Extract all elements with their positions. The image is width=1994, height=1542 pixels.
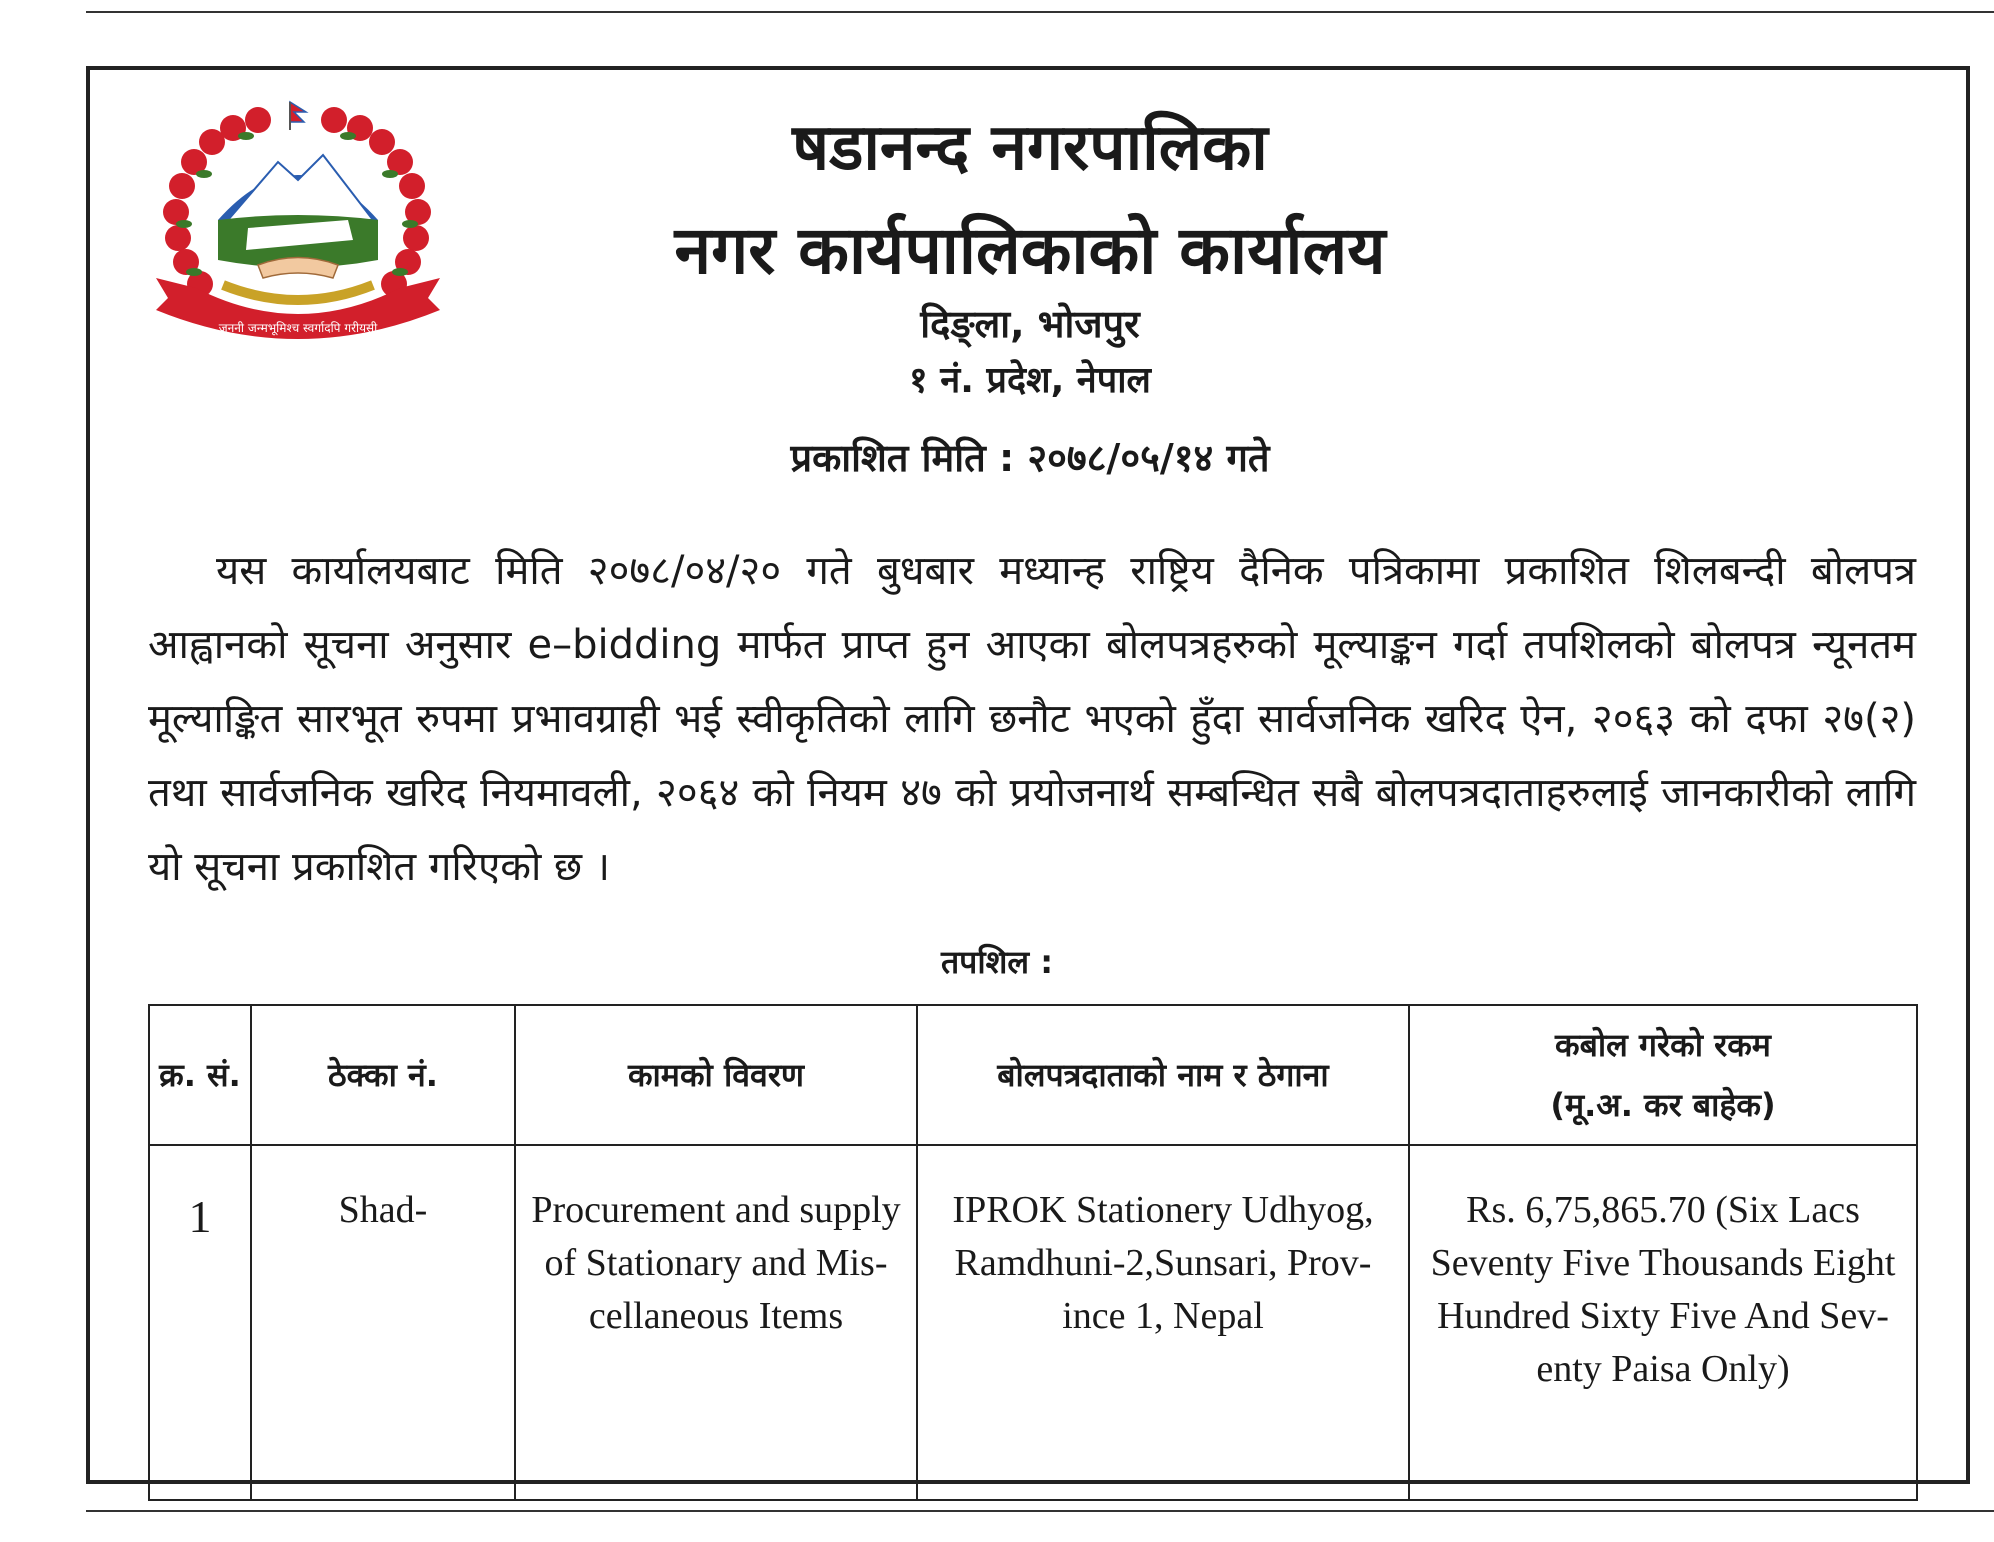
office-location: दिङ्ला, भोजपुर	[920, 302, 1140, 346]
header-description: कामको विवरण	[515, 1005, 917, 1145]
notice-paragraph: यस कार्यालयबाट मिति २०७८/०४/२० गते बुधबार मध्यान्ह राष्ट्रिय दैनिक पत्रिकामा प्रकाशित शिलबन्दी बोलपत्र आह्वानको सूचना अनुसार e–bidding मार्फत प्राप्त हुन आएका बोलपत्रहरुको मूल्याङ्कन गर्दा तपशिलको बोलपत्र न्यूनतम मूल्याङ्कित सारभूत रुपमा प्रभावग्राही भई स्वीकृतिको लागि छनौट भएको हुँदा सार्वजनिक खरिद ऐन, २०६३ को दफा २७(२) तथा सार्वजनिक खरिद नियमावली, २०६४ को नियम ४७ को प्रयोजनार्थ सम्बन्धित सबै बोलपत्रदाताहरुलाई जानकारीको लागि यो सूचना प्रकाशित गरिएको छ ।	[148, 548, 1916, 890]
table-header-row	[149, 1005, 1917, 1145]
header-amount	[1409, 1005, 1917, 1145]
details-label: तपशिल :	[940, 943, 1054, 981]
header-amount-line2: (मू.अ. कर बाहेक)	[1550, 1086, 1776, 1124]
cell-contract-no	[251, 1145, 515, 1500]
amount-text: Rs. 6,75,865.70 (Six Lacs Seventy Five Thousands Eight Hundred Sixty Five And Sev- enty Paisa Only)	[1430, 1189, 1896, 1390]
contract-no-text: Shad-	[338, 1189, 428, 1231]
table-row	[149, 1145, 1917, 1500]
cell-description	[515, 1145, 917, 1500]
office-name: नगर कार्यपालिकाको कार्यालय	[674, 212, 1386, 289]
cell-amount	[1409, 1145, 1917, 1500]
emblem-motto: जननी जन्मभूमिश्च स्वर्गादपि गरीयसी	[218, 321, 378, 335]
header-sn-label: क्र. सं.	[159, 1056, 241, 1094]
award-table	[148, 1004, 1918, 1501]
header-bidder: बोलपत्रदाताको नाम र ठेगाना	[917, 1005, 1409, 1145]
header-contract-no: ठेक्का नं.	[251, 1005, 515, 1145]
municipality-name: षडानन्द नगरपालिका	[792, 111, 1268, 185]
bottom-rule	[86, 1510, 1994, 1512]
top-rule	[86, 11, 1994, 13]
office-province: १ नं. प्रदेश, नेपाल	[909, 360, 1151, 401]
nepal-emblem	[148, 100, 468, 370]
cell-bidder	[917, 1145, 1409, 1500]
header-sn	[149, 1005, 251, 1145]
published-date: प्रकाशित मिति : २०७८/०५/१४ गते	[790, 436, 1270, 480]
header-amount-line1: कबोल गरेको रकम	[1555, 1026, 1771, 1064]
cell-sn: 1	[149, 1145, 251, 1500]
description-text: Procurement and supply of Stationary and Mis- cellaneous Items	[531, 1189, 901, 1337]
bidder-text: IPROK Stationery Udhyog, Ramdhuni-2,Sunsari, Prov- ince 1, Nepal	[952, 1189, 1374, 1337]
